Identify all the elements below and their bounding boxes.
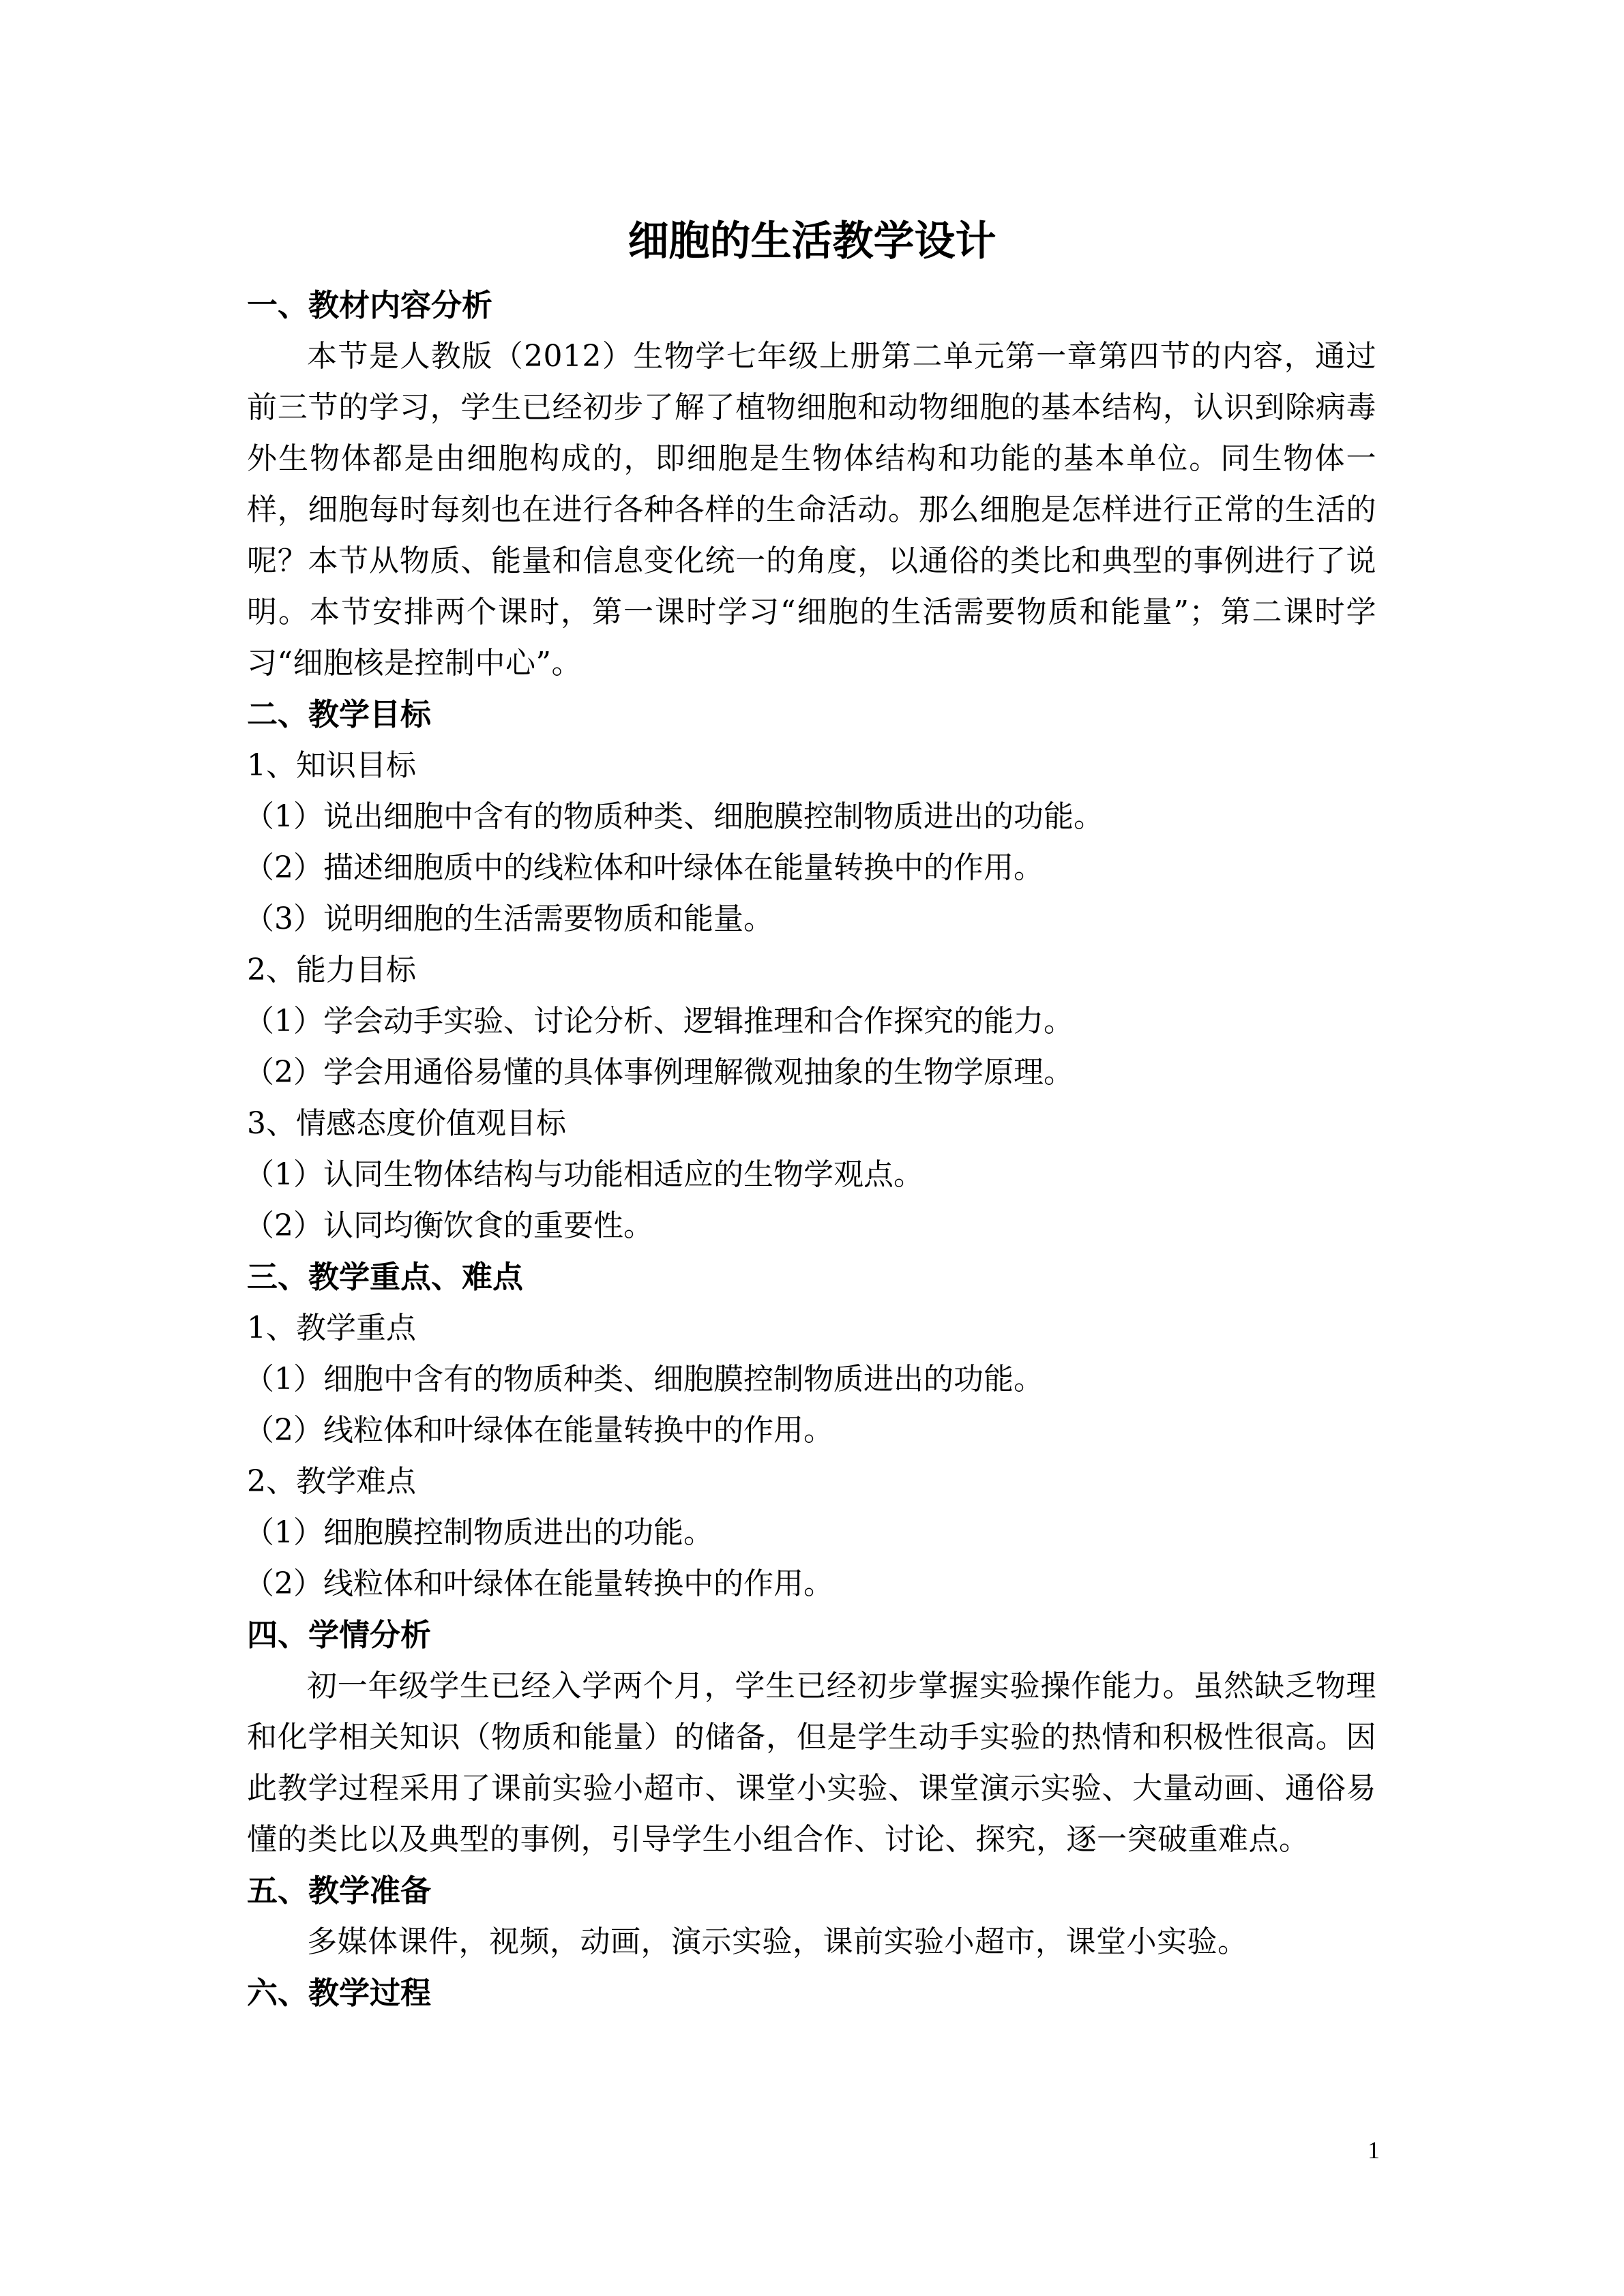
- subheading-attitude-objectives: 3、情感态度价值观目标: [247, 1106, 566, 1141]
- section-heading-teaching-process: 六、教学过程: [247, 1975, 432, 2011]
- list-item: （2）认同均衡饮食的重要性。: [244, 1208, 653, 1243]
- section-heading-preparation: 五、教学准备: [247, 1873, 432, 1909]
- list-item: （2）描述细胞质中的线粒体和叶绿体在能量转换中的作用。: [244, 850, 1044, 885]
- list-item: （1）说出细胞中含有的物质种类、细胞膜控制物质进出的功能。: [244, 799, 1104, 834]
- list-item: （1）细胞中含有的物质种类、细胞膜控制物质进出的功能。: [244, 1362, 1044, 1397]
- subheading-difficult-points: 2、教学难点: [247, 1464, 416, 1499]
- list-item: （2）线粒体和叶绿体在能量转换中的作用。: [244, 1566, 833, 1601]
- document-body: [244, 280, 1376, 2018]
- subheading-ability-objectives: 2、能力目标: [247, 953, 416, 987]
- document-title: 细胞的生活教学设计: [628, 218, 996, 265]
- list-item: （2）线粒体和叶绿体在能量转换中的作用。: [244, 1413, 833, 1448]
- list-item: （2）学会用通俗易懂的具体事例理解微观抽象的生物学原理。: [244, 1055, 1074, 1090]
- section-paragraph-textbook-analysis: 本节是人教版（2012）生物学七年级上册第二单元第一章第四节的内容，通过前三节的学习，学生已经初步了解了植物细胞和动物细胞的基本结构，认识到除病毒外生物体都是由细胞构成的，即细胞是生物体结构和功能的基本单位。同生物体一样，细胞每时每刻也在进行各种各样的生命活动。那么细胞是怎样进行正常的生活的呢？本节从物质、能量和信息变化统一的角度，以通俗的类比和典型的事例进行了说明。本节安排两个课时，第一课时学习“细胞的生活需要物质和能量”；第二课时学习“细胞核是控制中心”。: [247, 339, 1376, 681]
- section-paragraph-preparation: 多媒体课件，视频，动画，演示实验，课前实验小超市，课堂小实验。: [307, 1924, 1248, 1959]
- list-item: （1）学会动手实验、讨论分析、逻辑推理和合作探究的能力。: [244, 1004, 1074, 1039]
- list-item: （1）认同生物体结构与功能相适应的生物学观点。: [244, 1157, 924, 1192]
- section-heading-teaching-objectives: 二、教学目标: [247, 696, 432, 732]
- subheading-knowledge-objectives: 1、知识目标: [247, 748, 416, 783]
- page-number: 1: [1368, 2136, 1380, 2164]
- list-item: （3）说明细胞的生活需要物质和能量。: [244, 901, 773, 936]
- section-heading-textbook-analysis: 一、教材内容分析: [247, 287, 493, 323]
- section-paragraph-student-analysis: 初一年级学生已经入学两个月，学生已经初步掌握实验操作能力。虽然缺乏物理和化学相关知识（物质和能量）的储备，但是学生动手实验的热情和积极性很高。因此教学过程采用了课前实验小超市、课堂小实验、课堂演示实验、大量动画、通俗易懂的类比以及典型的事例，引导学生小组合作、讨论、探究，逐一突破重难点。: [247, 1669, 1376, 1857]
- subheading-key-points: 1、教学重点: [247, 1311, 416, 1345]
- list-item: （1）细胞膜控制物质进出的功能。: [244, 1515, 713, 1550]
- section-heading-key-points: 三、教学重点、难点: [247, 1259, 524, 1295]
- section-heading-student-analysis: 四、学情分析: [247, 1617, 432, 1653]
